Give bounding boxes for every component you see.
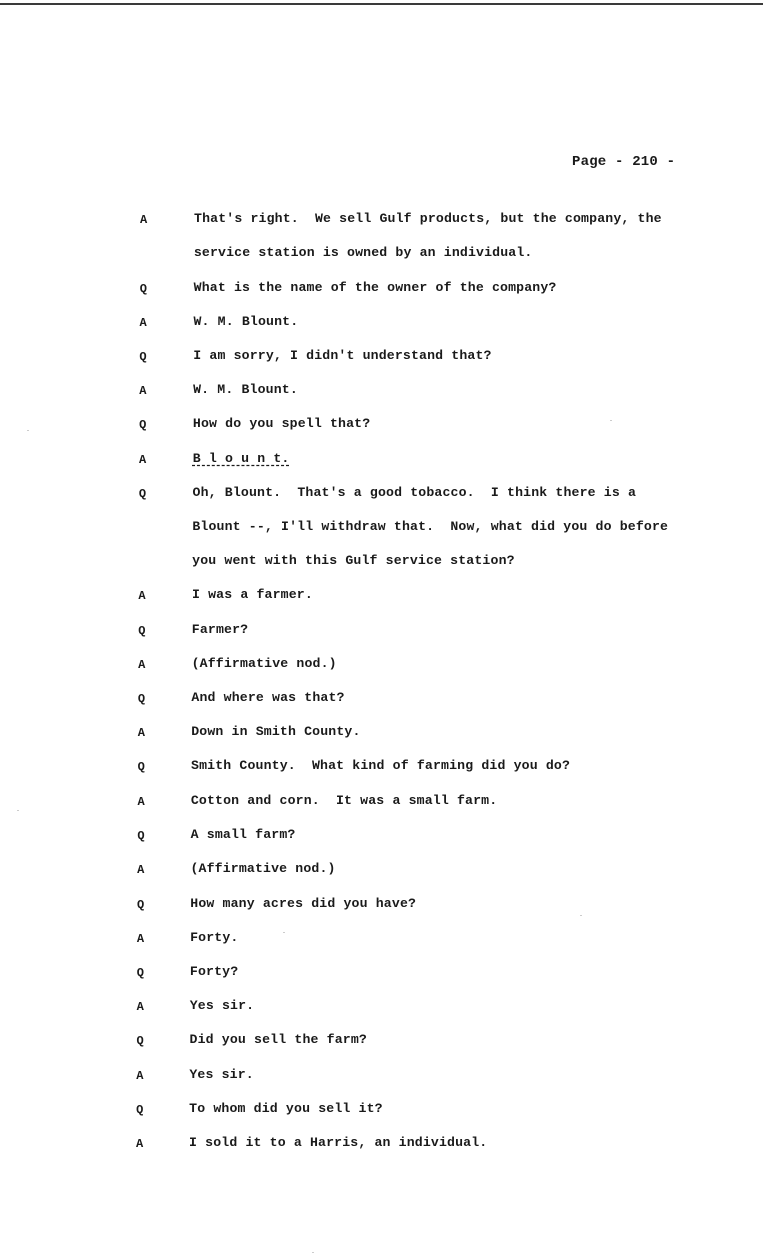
answer-marker: A [136, 1069, 144, 1083]
question-marker: Q [137, 829, 145, 843]
answer-marker: A [136, 1137, 144, 1151]
testimony-line: I was a farmer. [191, 587, 313, 602]
testimony-line: Did you sell the farm? [189, 1032, 367, 1047]
question-marker: Q [139, 282, 147, 296]
question-marker: Q [137, 760, 145, 774]
question-marker: Q [137, 692, 146, 706]
question-marker: Q [136, 1034, 144, 1048]
testimony-line: (Affirmative nod.) [190, 861, 336, 876]
scan-speck [610, 420, 612, 421]
testimony-line: Forty? [189, 964, 239, 979]
spelled-name-line: B l o u n t. [192, 451, 290, 466]
testimony-line: W. M. Blount. [193, 314, 299, 329]
testimony-line: Cotton and corn. It was a small farm. [190, 793, 498, 808]
testimony-line: Forty. [190, 930, 239, 945]
scan-speck [283, 932, 285, 933]
testimony-line: Farmer? [191, 622, 249, 637]
testimony-line: Down in Smith County. [191, 724, 361, 739]
page-number: Page - 210 - [572, 154, 676, 170]
scan-speck [27, 430, 29, 431]
testimony-line: How many acres did you have? [190, 896, 417, 911]
testimony-line: That's right. We sell Gulf products, but the company, the [194, 211, 662, 226]
scan-speck [17, 810, 19, 811]
answer-marker: A [137, 863, 145, 877]
scan-speck [312, 1252, 314, 1253]
testimony-line: Smith County. What kind of farming did you do? [191, 758, 571, 773]
answer-marker: A [137, 726, 145, 740]
testimony-line: And where was that? [191, 690, 345, 705]
answer-marker: A [138, 453, 147, 467]
testimony-line: I sold it to a Harris, an individual. [189, 1135, 488, 1150]
question-marker: Q [137, 898, 145, 912]
question-marker: Q [136, 1103, 144, 1117]
answer-marker: A [138, 658, 146, 672]
testimony-line: W. M. Blount. [193, 382, 298, 397]
question-marker: Q [138, 487, 147, 501]
testimony-line: service station is owned by an individual. [193, 245, 533, 260]
answer-marker: A [136, 932, 145, 946]
scan-speck [580, 915, 582, 916]
testimony-line: Oh, Blount. That's a good tobacco. I think there is a [192, 485, 637, 500]
testimony-line: A small farm? [190, 827, 296, 842]
testimony-line: I am sorry, I didn't understand that? [193, 348, 492, 363]
testimony-line: Blount --, I'll withdraw that. Now, what did you do before [192, 519, 669, 534]
testimony-line: you went with this Gulf service station? [192, 553, 515, 568]
answer-marker: A [139, 384, 147, 398]
testimony-line: To whom did you sell it? [189, 1101, 383, 1116]
answer-marker: A [136, 1000, 144, 1014]
testimony-line: Yes sir. [189, 1067, 254, 1082]
answer-marker: A [137, 795, 145, 809]
question-marker: Q [139, 418, 147, 432]
testimony-line: Yes sir. [189, 998, 255, 1013]
answer-marker: A [138, 589, 146, 603]
question-marker: Q [136, 966, 144, 980]
question-marker: Q [139, 350, 147, 364]
testimony-line: How do you spell that? [192, 416, 371, 431]
testimony-line: What is the name of the owner of the company? [193, 280, 557, 295]
answer-marker: A [140, 213, 148, 227]
answer-marker: A [139, 316, 147, 330]
question-marker: Q [138, 624, 146, 638]
testimony-line: (Affirmative nod.) [191, 656, 337, 671]
